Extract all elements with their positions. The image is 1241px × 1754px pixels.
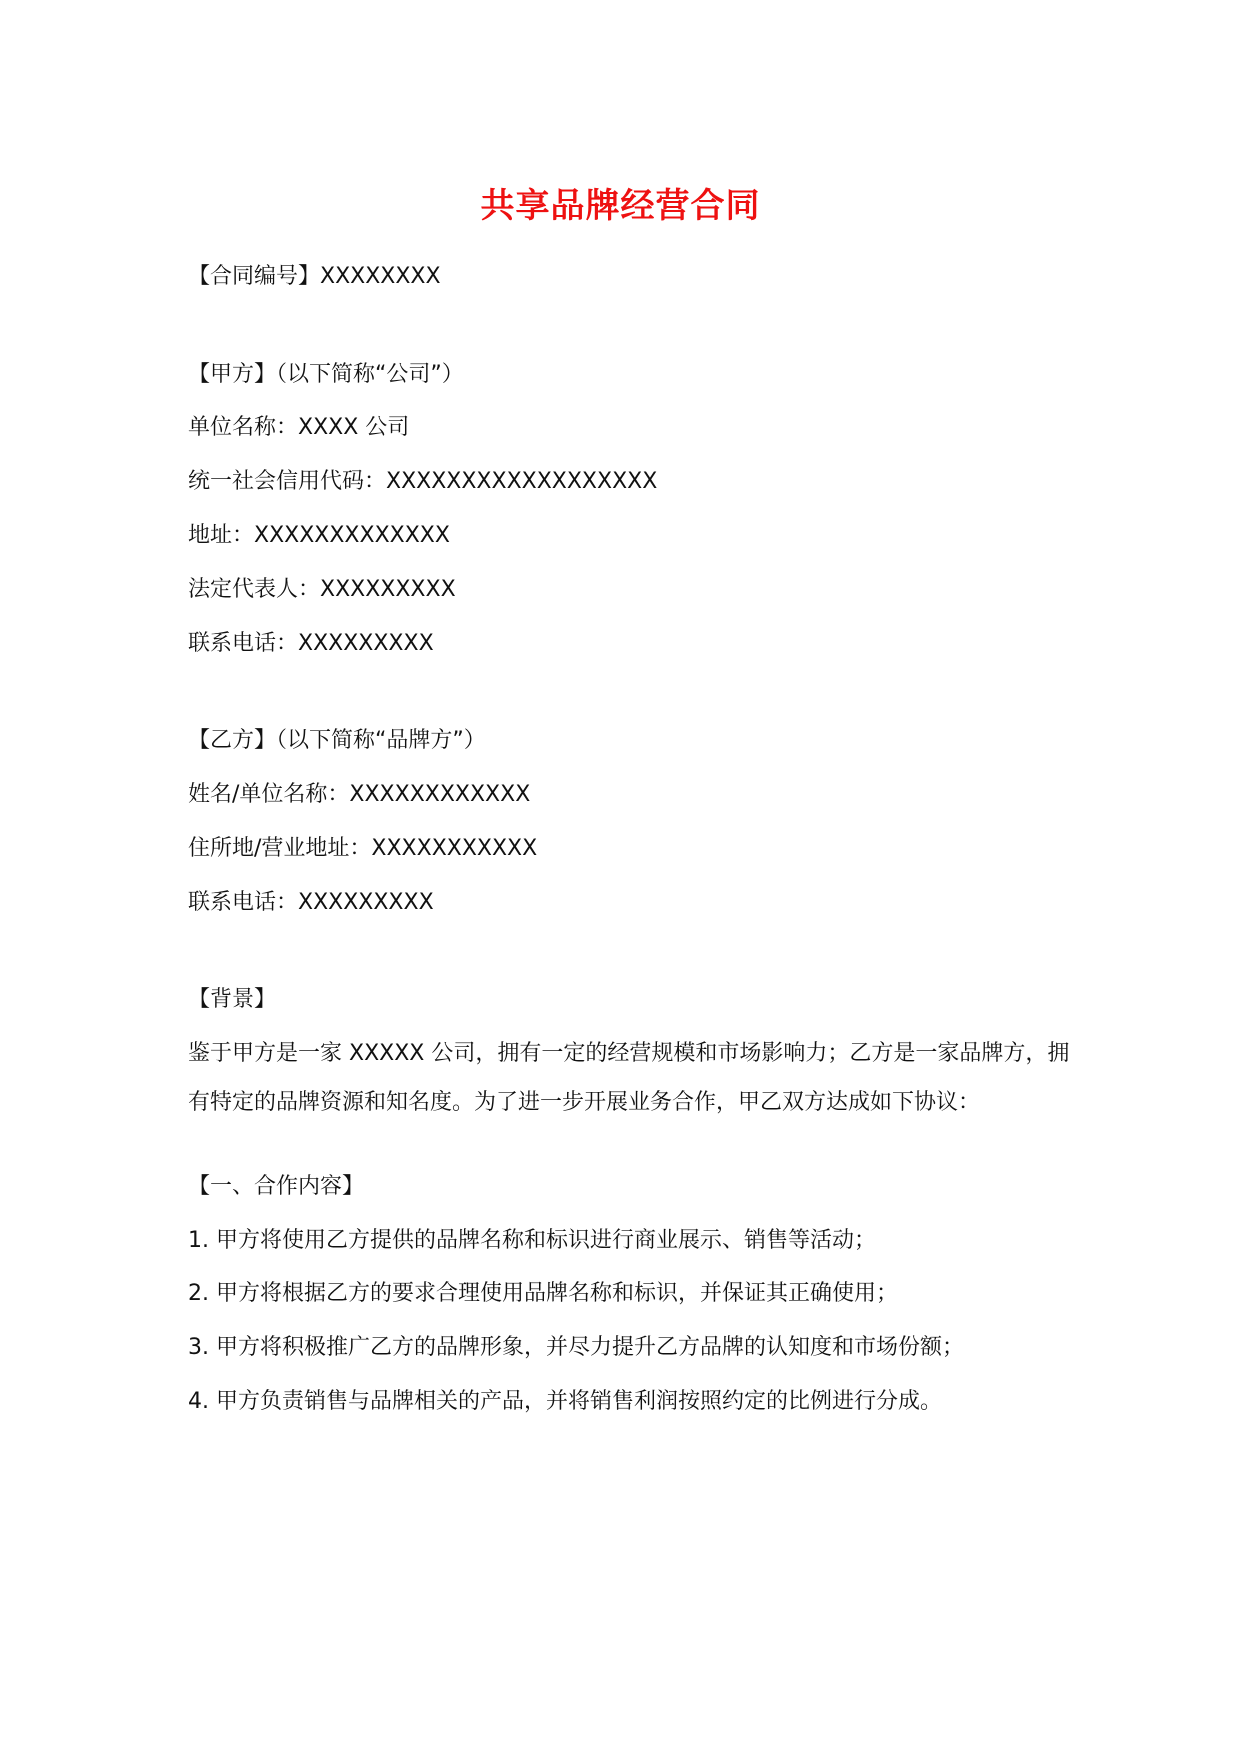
party-a-credit-code: 统一社会信用代码：XXXXXXXXXXXXXXXXXX — [188, 469, 658, 494]
document-title: 共享品牌经营合同 — [480, 186, 761, 226]
section1-heading: 【一、合作内容】 — [188, 1174, 365, 1199]
section1-item-2: 2. 甲方将根据乙方的要求合理使用品牌名称和标识，并保证其正确使用； — [188, 1281, 898, 1306]
party-a-address: 地址：XXXXXXXXXXXXX — [188, 523, 450, 548]
party-b-name: 姓名/单位名称：XXXXXXXXXXXX — [188, 782, 531, 807]
party-a-phone: 联系电话：XXXXXXXXX — [188, 631, 434, 656]
party-b-phone: 联系电话：XXXXXXXXX — [188, 890, 434, 915]
party-b-heading: 【乙方】（以下简称“品牌方”） — [188, 728, 486, 753]
party-b-address: 住所地/营业地址：XXXXXXXXXXX — [188, 836, 538, 861]
party-a-legal-rep: 法定代表人：XXXXXXXXX — [188, 577, 456, 602]
party-a-heading: 【甲方】（以下简称“公司”） — [188, 362, 464, 387]
section1-item-3: 3. 甲方将积极推广乙方的品牌形象，并尽力提升乙方品牌的认知度和市场份额； — [188, 1335, 964, 1360]
contract-number: 【合同编号】XXXXXXXX — [188, 264, 441, 289]
section1-item-1: 1. 甲方将使用乙方提供的品牌名称和标识进行商业展示、销售等活动； — [188, 1228, 876, 1253]
section1-item-4: 4. 甲方负责销售与品牌相关的产品，并将销售利润按照约定的比例进行分成。 — [188, 1389, 942, 1414]
background-heading: 【背景】 — [188, 987, 277, 1012]
background-text: 鉴于甲方是一家 XXXXX 公司，拥有一定的经营规模和市场影响力；乙方是一家品牌方，拥有特定的品牌资源和知名度。为了进一步开展业务合作，甲乙双方达成如下协议： — [188, 1041, 1070, 1115]
party-a-name: 单位名称：XXXX 公司 — [188, 415, 410, 440]
